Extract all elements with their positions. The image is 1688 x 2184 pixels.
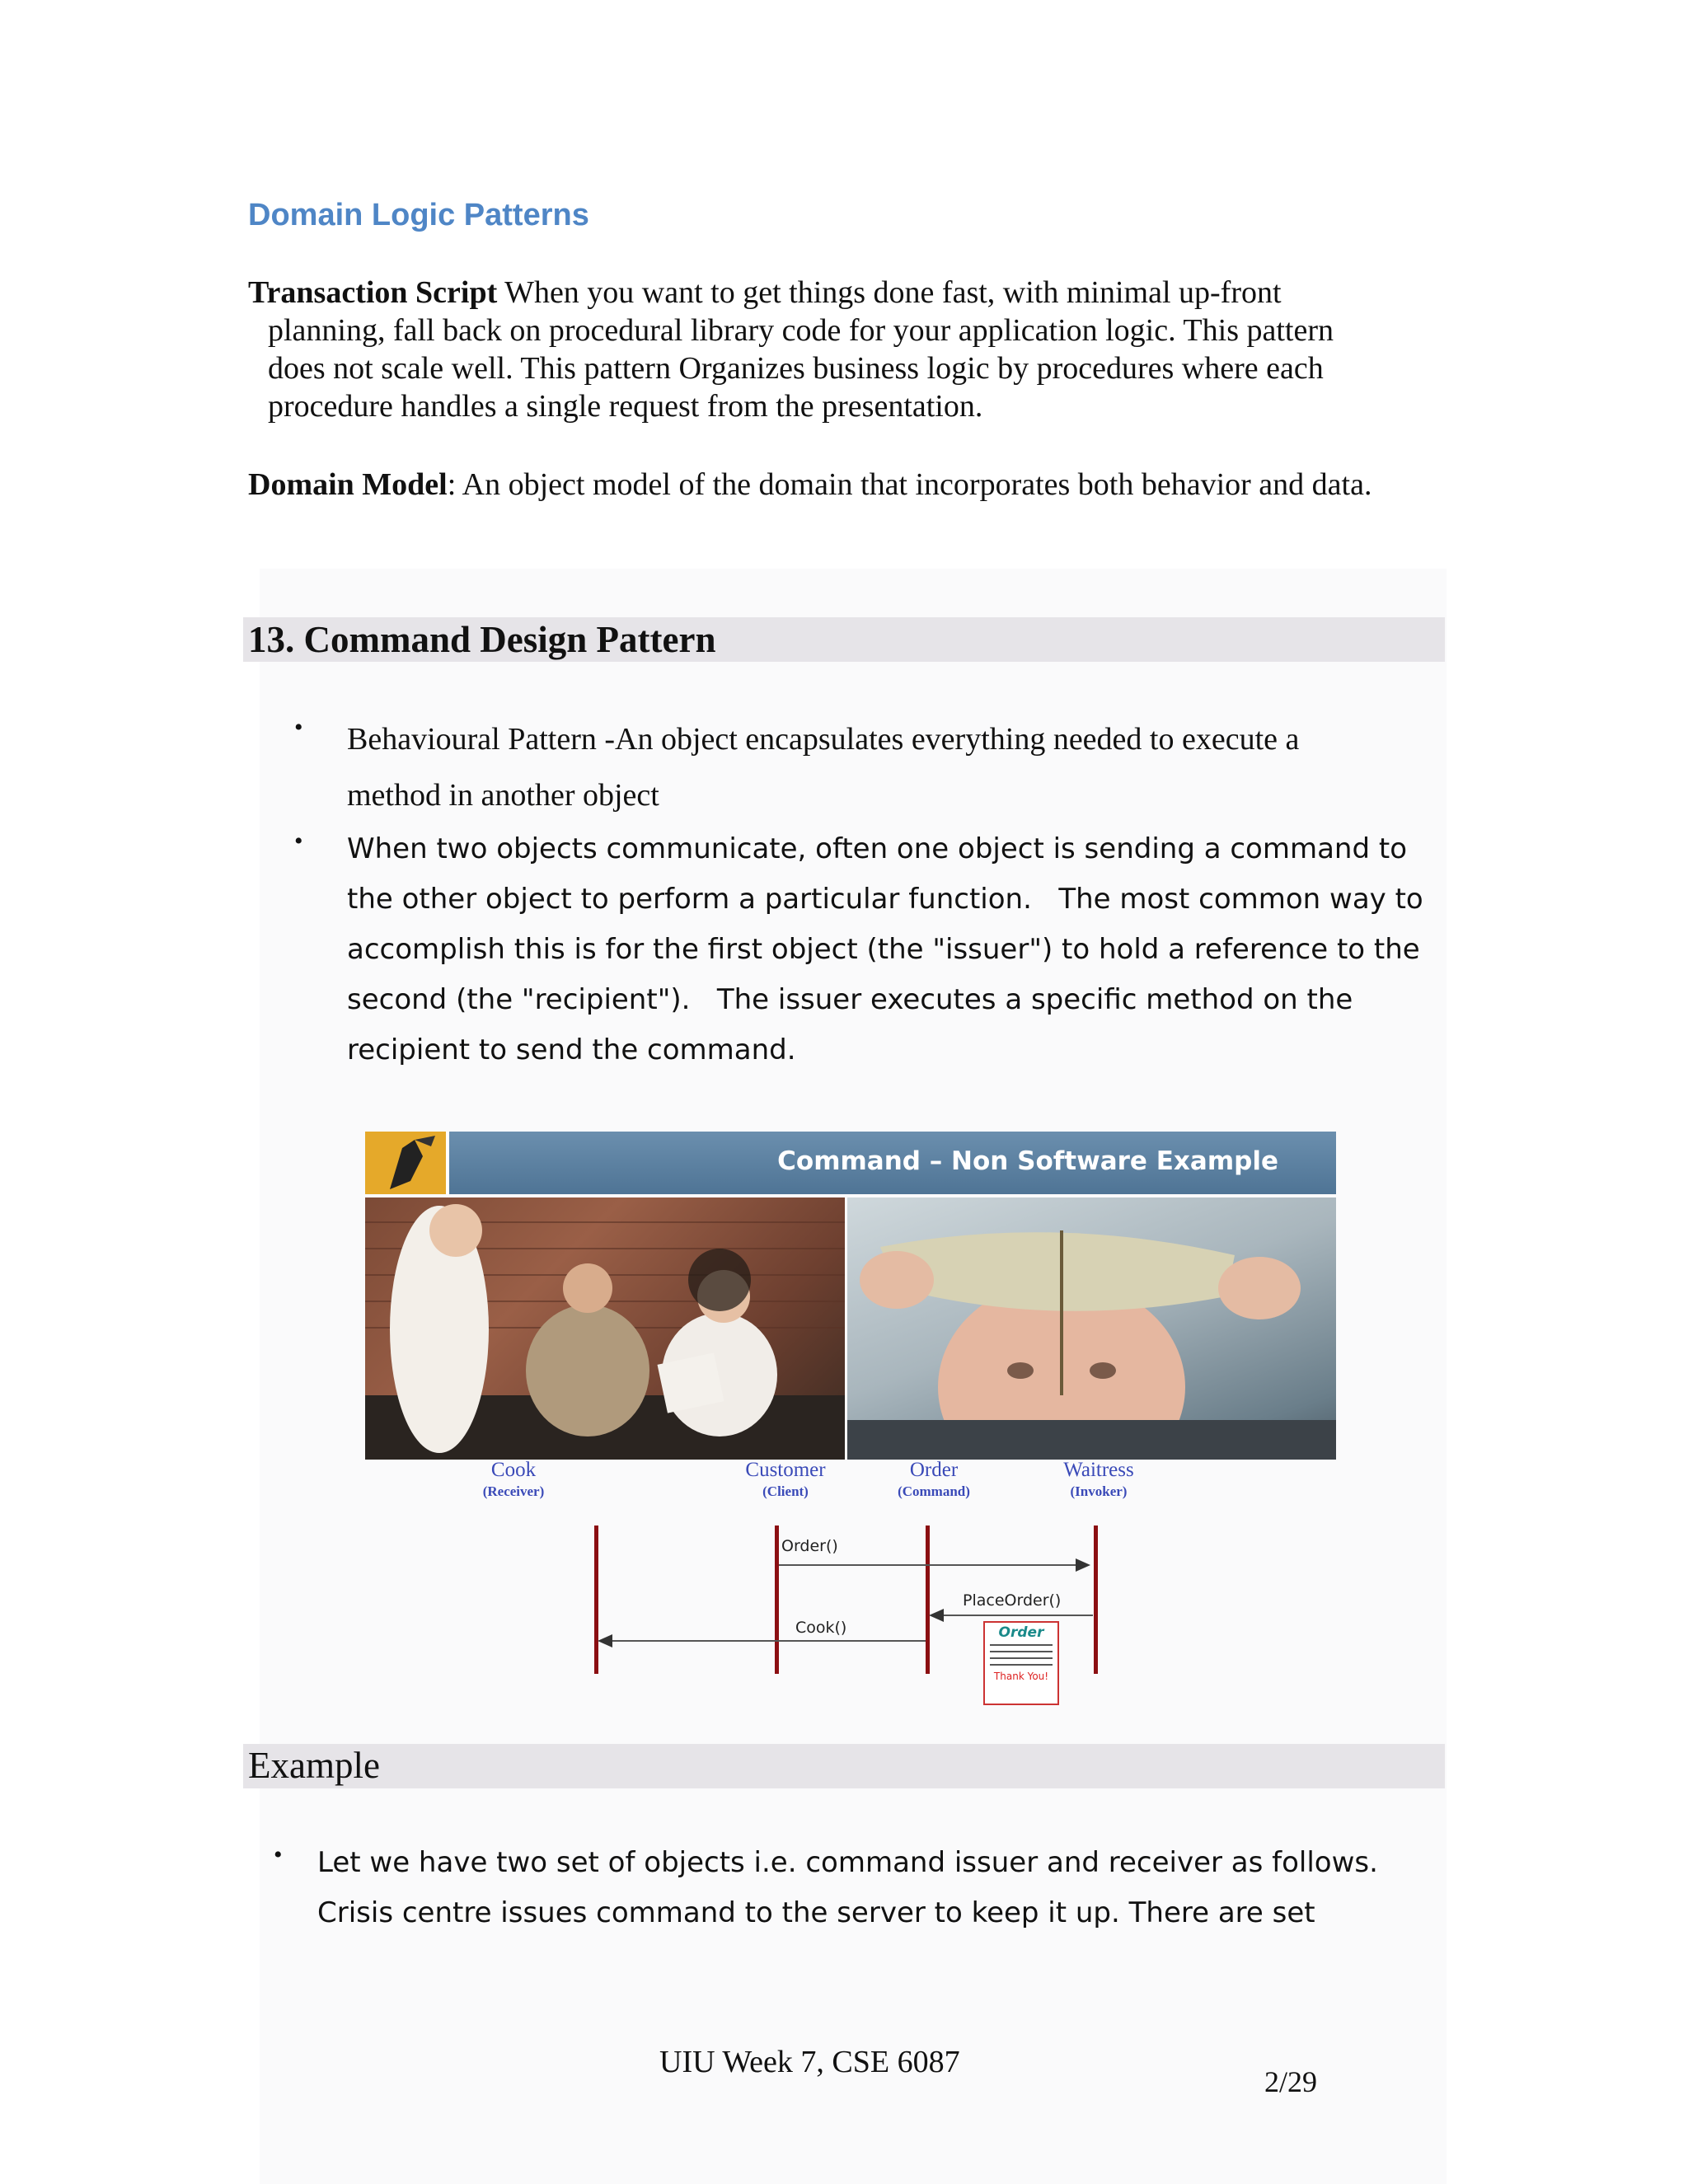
role-order-sub: (Command)	[898, 1483, 970, 1499]
arrow-order	[779, 1564, 1087, 1566]
arrowhead-left-icon	[598, 1634, 612, 1647]
role-cook-sub: (Receiver)	[482, 1483, 545, 1499]
bullet-communicate: When two objects communicate, often one object is sending a command to the other object to perform a particular function. The most common way to accomplish this is for the first object (the "issuer") to hold a reference to the second (the "recipient"). The issuer executes a specific method on the recipient to send the command.	[347, 832, 1423, 1066]
lifeline-order	[926, 1526, 930, 1674]
role-waitress-sub: (Invoker)	[1070, 1483, 1128, 1499]
figure-title: Command – Non Software Example	[777, 1146, 1278, 1176]
order-slip	[983, 1621, 1059, 1705]
lifeline-cook	[594, 1526, 598, 1674]
figure-header	[365, 1132, 1336, 1194]
transaction-script-paragraph: Transaction Script When you want to get things done fast, with minimal up-front planning, fall back on procedural library code for your application logic. This pattern does not scale well. This pattern Organizes business logic by procedures where each procedure handles a single request from the presentation.	[248, 274, 1440, 425]
role-waitress: Waitress	[1063, 1459, 1134, 1481]
command-section-title: 13. Command Design Pattern	[248, 619, 716, 660]
message-place-order: PlaceOrder()	[963, 1591, 1062, 1610]
lifeline-customer	[775, 1526, 779, 1674]
role-cook: Cook	[490, 1459, 537, 1481]
message-cook: Cook()	[795, 1619, 847, 1637]
command-section-header	[243, 617, 1445, 662]
page-number: 2/29	[1264, 2065, 1318, 2098]
example-section-title: Example	[248, 1745, 380, 1786]
restaurant-photo	[365, 1197, 845, 1460]
transaction-script-line-1: Transaction Script When you want to get things done fast, with minimal up-front	[248, 275, 1282, 310]
arrowhead-right-icon	[1076, 1558, 1090, 1572]
transaction-script-term: Transaction Script	[248, 275, 498, 310]
order-slip-footer: Thank You!	[993, 1671, 1049, 1682]
order-slip-photo	[847, 1197, 1336, 1460]
section-heading: Domain Logic Patterns	[248, 198, 589, 232]
role-order: Order	[909, 1459, 959, 1481]
role-customer-sub: (Client)	[762, 1483, 809, 1499]
bullet-example: Let we have two set of objects i.e. command issuer and receiver as follows. Crisis centre issues command to the server to keep it up. There are set	[317, 1846, 1378, 1929]
bullet-behavioural: Behavioural Pattern -An object encapsulates everything needed to execute a method in another object	[347, 722, 1300, 813]
command-example-figure	[365, 1132, 1336, 1708]
lifeline-waitress	[1094, 1526, 1098, 1674]
role-customer: Customer	[745, 1459, 826, 1481]
arrow-cook	[600, 1640, 926, 1642]
figure-logo-icon	[365, 1132, 449, 1194]
arrow-place-order	[931, 1615, 1093, 1616]
domain-model-term: Domain Model	[248, 467, 448, 502]
footer-course: UIU Week 7, CSE 6087	[659, 2045, 960, 2079]
message-order: Order()	[781, 1537, 838, 1555]
domain-model-paragraph: Domain Model: An object model of the domain that incorporates both behavior and data.	[248, 467, 1372, 502]
example-section-header	[243, 1744, 1445, 1788]
arrowhead-left-icon	[929, 1609, 944, 1622]
order-slip-title: Order	[998, 1624, 1044, 1641]
